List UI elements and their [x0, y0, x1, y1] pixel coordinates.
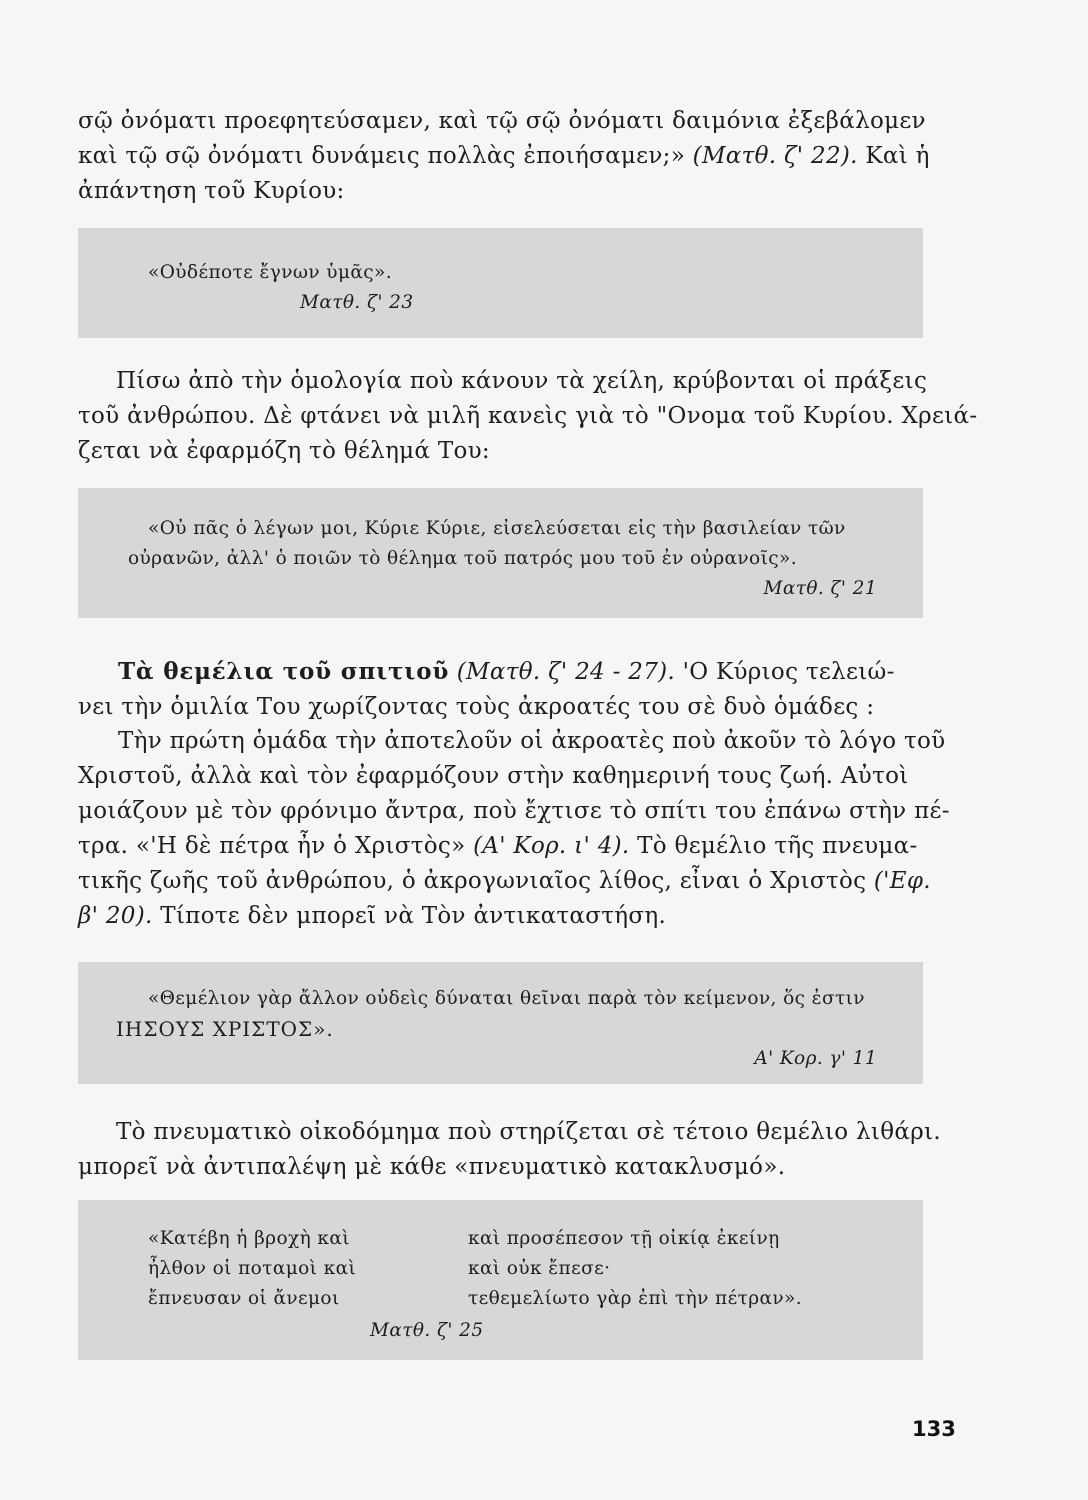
section-heading: Τὰ θεμέλια τοῦ σπιτιοῦ [118, 658, 450, 685]
text-run: Τίποτε δὲν μπορεῖ νὰ Τὸν ἀντικαταστήση. [152, 903, 667, 929]
text-run: καὶ τῷ σῷ ὀνόματι δυνάμεις πολλὰς ἐποιήσαμεν;» [78, 143, 693, 169]
paragraph-1 [78, 104, 928, 209]
quote-reference: Ματθ. ζ' 23 [300, 292, 414, 313]
text-run: τρα. «'Η δὲ πέτρα ἦν ὁ Χριστὸς» [78, 833, 466, 859]
poem-line: τεθεμελίωτο γὰρ ἐπὶ τὴν πέτραν». [468, 1288, 803, 1309]
quote-block-3 [78, 962, 923, 1084]
paragraph-line: τοῦ ἀνθρώπου. Δὲ φτάνει νὰ μιλῆ κανεὶς γιὰ τὸ "Ονομα τοῦ Κυρίου. Χρειά- [78, 403, 978, 429]
quote-line: «Θεμέλιον γὰρ ἄλλον οὐδεὶς δύναται θεῖναι παρὰ τὸν κείμενον, ὅς ἐστιν [148, 988, 865, 1009]
paragraph-line: Πίσω ἀπὸ τὴν ὁμολογία ποὺ κάνουν τὰ χείλη, κρύβονται οἱ πράξεις [116, 368, 928, 394]
poem-line: ἔπνευσαν οἱ ἄνεμοι [148, 1288, 340, 1309]
scripture-reference: (Ματθ. ζ' 24 - 27). [449, 659, 676, 685]
paragraph-line: Τὸ πνευματικὸ οἰκοδόμημα ποὺ στηρίζεται σὲ τέτοιο θεμέλιο λιθάρι. [116, 1119, 941, 1145]
paragraph-line: Τὴν πρώτη ὁμάδα τὴν ἀποτελοῦν οἱ ἀκροατὲς ποὺ ἀκοῦν τὸ λόγο τοῦ [118, 728, 946, 754]
quote-block-2 [78, 488, 923, 618]
paragraph-line [78, 899, 928, 934]
poem-line: «Κατέβη ἡ βροχὴ καὶ [148, 1228, 350, 1249]
scripture-reference: (Ματθ. ζ' 22). [692, 143, 858, 169]
quote-line: «Οὐ πᾶς ὁ λέγων μοι, Κύριε Κύριε, εἰσελεύσεται εἰς τὴν βασιλείαν τῶν [148, 518, 846, 539]
poem-line: καὶ προσέπεσον τῇ οἰκίᾳ ἐκείνῃ [468, 1228, 780, 1249]
paragraph-4 [78, 724, 950, 934]
quote-reference: Α' Κορ. γ' 11 [754, 1048, 877, 1069]
poem-column-left [148, 1224, 356, 1314]
text-run: 'Ο Κύριος τελειώ- [675, 659, 895, 685]
paragraph-line: ζεται νὰ ἐφαρμόζη τὸ θέλημά Του: [78, 438, 490, 464]
poem-line: ἦλθον οἱ ποταμοὶ καὶ [148, 1258, 357, 1279]
paragraph-line: Χριστοῦ, ἀλλὰ καὶ τὸν ἐφαρμόζουν στὴν καθημερινή τους ζωή. Αὐτοὶ [78, 763, 909, 789]
poem-line: καὶ οὐκ ἔπεσε· [468, 1258, 611, 1279]
scripture-reference: (Α' Κορ. ι' 4). [465, 833, 630, 859]
text-run: τικῆς ζωῆς τοῦ ἀνθρώπου, ὁ ἀκρογωνιαῖος λίθος, εἶναι ὁ Χριστὸς [78, 868, 874, 894]
paragraph-2 [78, 364, 978, 469]
paragraph-line: μπορεῖ νὰ ἀντιπαλέψη μὲ κάθε «πνευματικὸ κατακλυσμό». [78, 1154, 786, 1180]
paragraph-line: νει τὴν ὁμιλία Του χωρίζοντας τοὺς ἀκροατές του σὲ δυὸ ὁμάδες : [78, 694, 875, 720]
paragraph-3 [78, 654, 928, 725]
quote-reference: Ματθ. ζ' 21 [763, 578, 877, 599]
scripture-reference: ('Εφ. [873, 868, 931, 894]
paragraph-line [78, 139, 928, 174]
paragraph-5 [78, 1115, 941, 1185]
quote-block-4 [78, 1200, 923, 1360]
page-number: 133 [912, 1417, 956, 1441]
scripture-reference: β' 20). [78, 903, 153, 929]
quote-reference: Ματθ. ζ' 25 [370, 1320, 484, 1341]
paragraph-line: σῷ ὀνόματι προεφητεύσαμεν, καὶ τῷ σῷ ὀνόματι δαιμόνια ἐξεβάλομεν [78, 108, 926, 134]
quote-line: «Οὐδέποτε ἔγνων ὑμᾶς». [148, 262, 393, 283]
quote-line: οὐρανῶν, ἀλλ' ὁ ποιῶν τὸ θέλημα τοῦ πατρός μου τοῦ ἐν οὐρανοῖς». [128, 548, 797, 569]
text-run: Καὶ ἡ [857, 143, 930, 169]
quote-line: ΙΗΣΟΥΣ ΧΡΙΣΤΟΣ». [116, 1017, 334, 1041]
paragraph-line [78, 829, 928, 864]
text-run: Τὸ θεμέλιο τῆς πνευμα- [629, 833, 918, 859]
paragraph-line [78, 654, 928, 690]
quote-block-1 [78, 228, 923, 338]
paragraph-line: ἀπάντηση τοῦ Κυρίου: [78, 178, 345, 204]
poem-column-right [468, 1224, 802, 1314]
paragraph-line [78, 864, 931, 899]
paragraph-line: μοιάζουν μὲ τὸν φρόνιμο ἄντρα, ποὺ ἔχτισε τὸ σπίτι του ἐπάνω στὴν πέ- [78, 798, 950, 824]
